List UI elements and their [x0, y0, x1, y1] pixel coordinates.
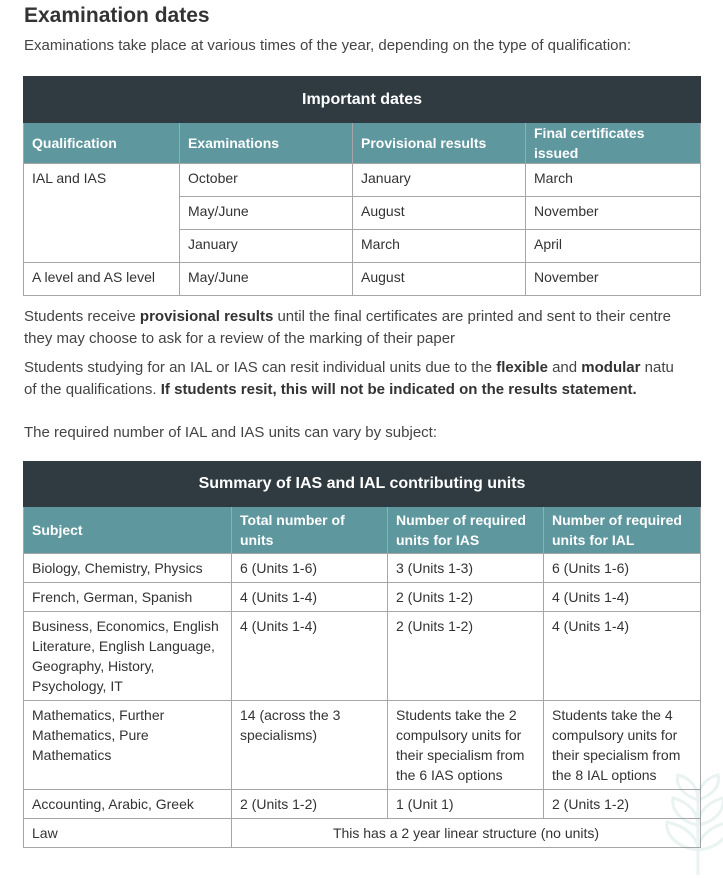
qualification-cell: IAL and IAS	[24, 164, 180, 263]
table-title: Important dates	[24, 77, 701, 123]
table-row	[24, 790, 701, 819]
column-header: Number of required units for IAL	[544, 507, 701, 554]
ias-units-cell: Students take the 2 compulsory units for their specialism from the 6 IAS options	[388, 701, 544, 790]
units-intro-text: The required number of IAL and IAS units can vary by subject:	[24, 424, 437, 441]
ial-units-cell: 6 (Units 1-6)	[544, 554, 701, 583]
contributing-units-table	[23, 461, 701, 848]
subject-cell: Mathematics, Further Mathematics, Pure Mathematics	[24, 701, 232, 790]
column-header: Provisional results	[353, 123, 526, 164]
table-row	[24, 583, 701, 612]
provisional-results-paragraph: Students receive provisional results until the final certificates are printed and sent to their centre they may choose to ask for a review of the marking of their paper	[24, 308, 672, 347]
ial-units-cell: 4 (Units 1-4)	[544, 612, 701, 701]
table-title: Summary of IAS and IAL contributing units	[24, 462, 701, 507]
qualification-cell: A level and AS level	[24, 263, 180, 296]
subject-cell: Law	[24, 819, 232, 848]
provisional-results-cell: August	[353, 197, 526, 230]
table-row	[24, 263, 701, 296]
provisional-results-cell: August	[353, 263, 526, 296]
total-units-cell: 14 (across the 3 specialisms)	[232, 701, 388, 790]
ias-units-cell: 1 (Unit 1)	[388, 790, 544, 819]
column-header: Number of required units for IAS	[388, 507, 544, 554]
important-dates-table	[23, 76, 701, 296]
column-header: Qualification	[24, 123, 180, 164]
column-header: Subject	[24, 507, 232, 554]
table-row	[24, 164, 701, 197]
intro-text: Examinations take place at various times of the year, depending on the type of qualification:	[24, 37, 632, 54]
table-row	[24, 701, 701, 790]
table-row	[24, 612, 701, 701]
ial-units-cell: Students take the 4 compulsory units for their specialism from the 8 IAL options	[544, 701, 701, 790]
examinations-cell: October	[180, 164, 353, 197]
column-header: Examinations	[180, 123, 353, 164]
subject-cell: Biology, Chemistry, Physics	[24, 554, 232, 583]
final-certificates-cell: November	[526, 263, 701, 296]
subject-cell: French, German, Spanish	[24, 583, 232, 612]
total-units-cell: 6 (Units 1-6)	[232, 554, 388, 583]
total-units-cell: 4 (Units 1-4)	[232, 612, 388, 701]
examinations-cell: May/June	[180, 197, 353, 230]
law-note-cell: This has a 2 year linear structure (no units)	[232, 819, 701, 848]
column-header: Final certificates issued	[526, 123, 701, 164]
examinations-cell: January	[180, 230, 353, 263]
subject-cell: Business, Economics, English Literature, English Language, Geography, History, Psychology, IT	[24, 612, 232, 701]
final-certificates-cell: April	[526, 230, 701, 263]
resit-paragraph: Students studying for an IAL or IAS can resit individual units due to the flexible and modular natu of the qualifications. If students resit, this will not be indicated on the results statement.	[24, 359, 674, 398]
ial-units-cell: 2 (Units 1-2)	[544, 790, 701, 819]
examinations-cell: May/June	[180, 263, 353, 296]
column-header: Total number of units	[232, 507, 388, 554]
final-certificates-cell: November	[526, 197, 701, 230]
total-units-cell: 2 (Units 1-2)	[232, 790, 388, 819]
ias-units-cell: 3 (Units 1-3)	[388, 554, 544, 583]
total-units-cell: 4 (Units 1-4)	[232, 583, 388, 612]
ial-units-cell: 4 (Units 1-4)	[544, 583, 701, 612]
ias-units-cell: 2 (Units 1-2)	[388, 583, 544, 612]
final-certificates-cell: March	[526, 164, 701, 197]
provisional-results-cell: January	[353, 164, 526, 197]
provisional-results-cell: March	[353, 230, 526, 263]
table-row	[24, 819, 701, 848]
ias-units-cell: 2 (Units 1-2)	[388, 612, 544, 701]
page-title: Examination dates	[24, 4, 210, 27]
leaf-watermark-icon	[653, 770, 723, 878]
subject-cell: Accounting, Arabic, Greek	[24, 790, 232, 819]
table-row	[24, 554, 701, 583]
